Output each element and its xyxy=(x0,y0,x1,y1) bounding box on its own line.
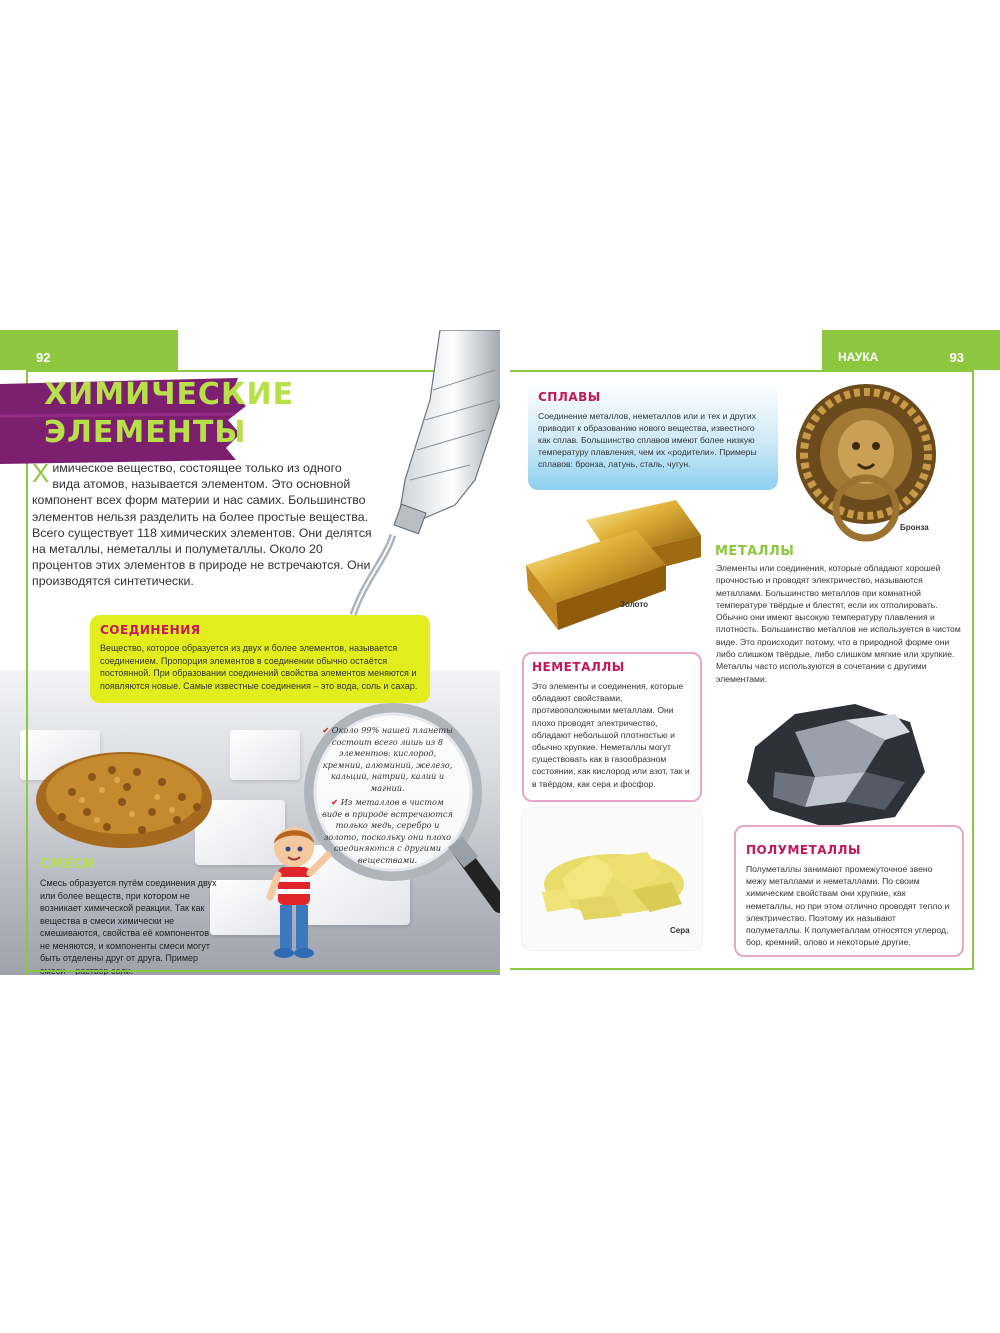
metals-heading: МЕТАЛЛЫ xyxy=(715,544,795,559)
mixtures-text: Смесь образуется путём соединения двух или более веществ, при котором не возникает химической реакции. Так как вещества в смеси химически не смешиваются, свойства её компонентов не меняются, и компоненты смеси могут быть отделены друг от друга. Пример смеси – раствор соли. xyxy=(40,878,217,975)
magnifier-fact-1 xyxy=(320,725,455,794)
compounds-text: Вещество, которое образуется из двух и более элементов, называется соединением. Пропорция элементов в соединении обычно остаётся постоянной. При образовании соединений свойства элементов меняются и появляются новые. Самые известные соединения – это вода, соль и сахар. xyxy=(100,643,418,691)
alloys-heading: СПЛАВЫ xyxy=(538,390,601,404)
check-icon: ✔ xyxy=(322,725,330,735)
alloys-text: Соединение металлов, неметаллов или и тех и других приводит к образованию нового вещества, известного как сплав. Большинство сплавов имеют более низкую температуру плавления, чем их «родители». Примеры сплавов: бронза, латунь, сталь, чугун. xyxy=(538,411,757,469)
caption-bronze: Бронза xyxy=(900,523,929,532)
caption-gold: Золото xyxy=(620,600,649,609)
semimetals-box xyxy=(734,825,964,957)
title-line-1: ХИМИЧЕСКИЕ xyxy=(44,377,295,412)
book-spread xyxy=(0,330,1000,975)
intro-text: имическое вещество, состоящее только из одного вида атомов, называется элементом. Это основной компонент всех форм материи и нас самих. Большинство элементов нельзя разделить на более простые вещества. Всего существует 118 химических элементов. Они делятся на металлы, неметаллы и полуметаллы. Около 20 процентов этих элементов в природе не встречаются. Они производятся синтетически. xyxy=(32,461,372,589)
nonmetals-heading: НЕМЕТАЛЛЫ xyxy=(532,660,625,674)
gold-bars-image xyxy=(516,495,706,635)
page-number-bar xyxy=(822,330,1000,370)
title-line-2: ЭЛЕМЕНТЫ xyxy=(44,415,247,450)
mixtures-heading: СМЕСИ xyxy=(40,857,95,872)
intro-paragraph xyxy=(32,460,372,590)
nonmetals-text: Это элементы и соединения, которые обладают свойствами, противоположными металлам. Они плохо проводят электричество, обладают небольшой плотностью и обычно хрупкие. Неметаллы могут существовать как в газообразном состоянии, как кислород или азот, так и в твёрдом, как сера и фосфор. xyxy=(532,681,690,789)
caption-sulfur: Сера xyxy=(670,926,690,935)
compounds-box xyxy=(90,615,430,703)
nonmetals-box xyxy=(522,652,702,802)
semimetals-heading: ПОЛУМЕТАЛЛЫ xyxy=(746,843,861,857)
silicon-chunk-image xyxy=(735,692,935,832)
page-number-bar xyxy=(0,330,178,370)
page-frame-bottom xyxy=(26,970,500,972)
semimetals-text: Полуметаллы занимают промежуточное звено межу металлами и неметаллами. По своим химическим свойствам они хрупкие, как неметаллы, но при этом отлично проводят тепло и электричество. Поэтому их называют полуметаллы. К полуметаллам относятся углерод, бор, кремний, олово и некоторые другие. xyxy=(746,864,950,948)
page-title xyxy=(44,376,294,452)
page-number: 93 xyxy=(949,350,964,365)
alloys-box xyxy=(528,382,778,490)
drop-cap: Х xyxy=(32,458,50,488)
fact-2-text: Из металлов в чистом виде в природе встречаются только медь, серебро и золото, поскольку они плохо соединяются с другими веществами. xyxy=(322,797,453,865)
lentils-pile-image xyxy=(32,742,217,852)
left-page xyxy=(0,330,500,975)
metals-text: Элементы или соединения, которые обладают хорошей прочностью и проводят электричество, называются металлами. Большинство металлов при комнатной температуре твёрдые и блестят, если их отполировать. Обычно они имеют высокую температуру плавления и плотность. Большинство металлов не используется в чистом виде. Это происходит потому, что в природной форме они либо слишком твёрдые, либо слишком мягкие или хрупкие. Металлы часто используются в сочетании с другими элементами. xyxy=(716,563,961,684)
section-label: НАУКА xyxy=(838,350,879,364)
check-icon: ✔ xyxy=(331,797,339,807)
compounds-heading: СОЕДИНЕНИЯ xyxy=(100,623,201,637)
cartoon-boy-illustration xyxy=(262,825,342,965)
fact-1-text: Около 99% нашей планеты состоит всего лишь из 8 элементов: кислород, кремний, алюминий, железо, кальций, натрий, калий и магний. xyxy=(322,725,453,793)
page-number: 92 xyxy=(36,350,51,365)
right-page xyxy=(510,330,1000,975)
